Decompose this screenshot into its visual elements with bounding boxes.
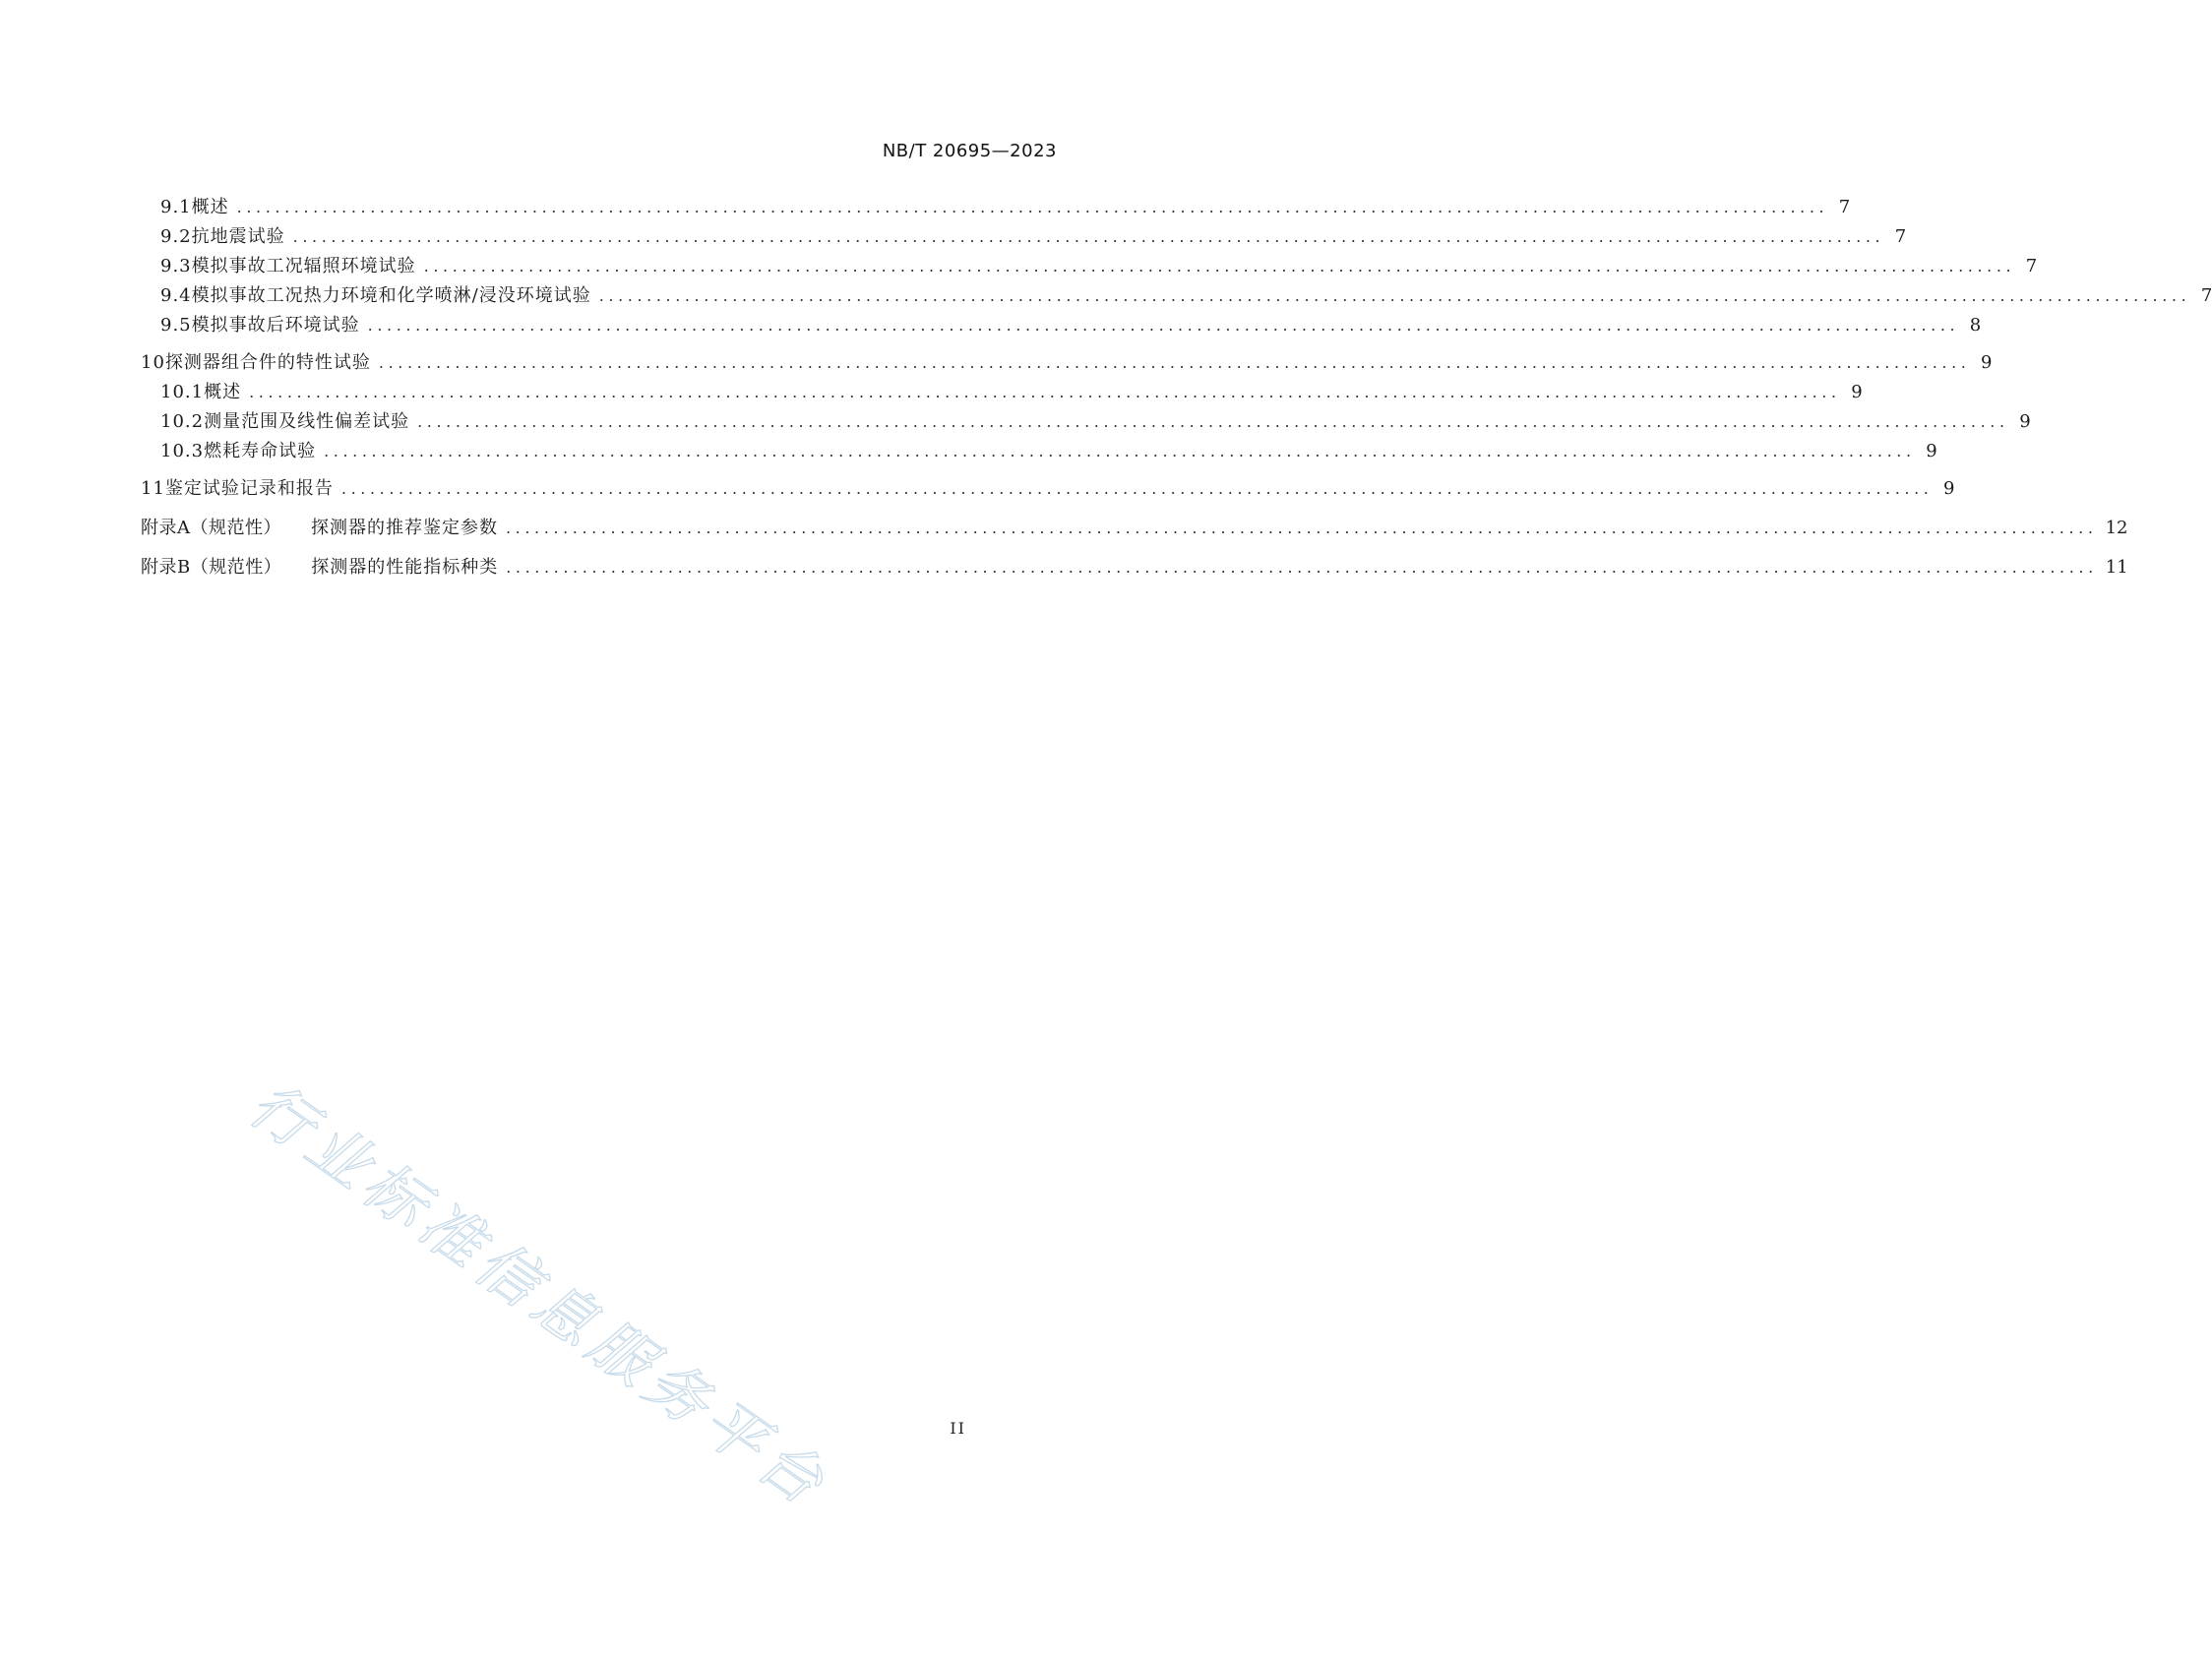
toc-entry-10-1[interactable] (141, 378, 1863, 407)
toc-entry-9-3[interactable] (141, 252, 2038, 281)
toc-entry-9-2[interactable] (141, 222, 1907, 252)
toc-entry-page: 9 (1851, 382, 1863, 402)
toc-entry-page: 9 (1981, 352, 1993, 373)
toc-dot-leader: ....................................................................................................................................................................... (340, 479, 1934, 498)
toc-dot-leader: ....................................................................................................................................................................... (367, 316, 1960, 335)
toc-entry-page: 11 (2105, 557, 2128, 578)
toc-entry-label: 抗地震试验 (191, 226, 285, 247)
toc-entry-label: 概述 (191, 197, 229, 217)
toc-dot-leader: ....................................................................................................................................................................... (506, 558, 2098, 577)
toc-entry-label: 探测器组合件的特性试验 (164, 352, 371, 373)
toc-dot-leader: ....................................................................................................................................................................... (324, 442, 1916, 460)
toc-appendix-label: 附录B（规范性） (141, 557, 282, 578)
toc-entry-label: 模拟事故工况热力环境和化学喷淋/浸没环境试验 (191, 285, 591, 306)
toc-appendix-title: 探测器的性能指标种类 (311, 557, 499, 578)
toc-entry-10[interactable] (141, 348, 1993, 378)
toc-entry-11[interactable] (141, 474, 1955, 504)
toc-entry-label: 测量范围及线性偏差试验 (204, 411, 410, 432)
toc-entry-9-1[interactable] (141, 193, 1851, 222)
toc-entry-appendix-a[interactable] (141, 514, 2128, 543)
toc-entry-number: 9.5 (160, 315, 192, 336)
toc-entry-label: 鉴定试验记录和报告 (164, 478, 334, 499)
header-standard-code: NB/T 20695—2023 (882, 141, 1057, 161)
toc-entry-page: 12 (2105, 518, 2128, 538)
toc-entry-number: 9.4 (160, 285, 192, 306)
toc-dot-leader: ....................................................................................................................................................................... (417, 412, 2009, 431)
toc-entry-9-5[interactable] (141, 311, 1982, 340)
toc-appendix-title: 探测器的推荐鉴定参数 (311, 518, 498, 538)
toc-dot-leader: ....................................................................................................................................................................... (249, 383, 1841, 401)
toc-entry-number: 11 (141, 478, 165, 499)
watermark-text: 行业标准信息服务平台 (236, 1068, 842, 1522)
toc-entry-label: 燃耗寿命试验 (204, 441, 317, 461)
toc-entry-label: 模拟事故后环境试验 (191, 315, 360, 336)
toc-entry-9-4[interactable] (141, 281, 2212, 311)
toc-entry-page: 8 (1969, 315, 1982, 336)
toc-entry-number: 9.3 (160, 256, 192, 276)
toc-entry-number: 10.1 (160, 382, 205, 402)
table-of-contents (141, 193, 2212, 583)
toc-entry-number: 10 (141, 352, 165, 373)
toc-dot-leader: ....................................................................................................................................................................... (598, 286, 2191, 305)
toc-entry-page: 9 (1943, 478, 1955, 499)
toc-entry-number: 10.2 (160, 411, 205, 432)
toc-dot-leader: ....................................................................................................................................................................... (506, 519, 2098, 537)
toc-entry-label: 概述 (204, 382, 242, 402)
toc-entry-page: 7 (1838, 197, 1851, 217)
toc-entry-page: 7 (2025, 256, 2038, 276)
toc-entry-appendix-b[interactable] (141, 553, 2128, 583)
toc-dot-leader: ....................................................................................................................................................................... (236, 198, 1829, 216)
toc-entry-10-2[interactable] (141, 407, 2031, 437)
toc-entry-number: 9.1 (160, 197, 192, 217)
toc-entry-page: 7 (2200, 285, 2212, 306)
toc-entry-number: 10.3 (160, 441, 205, 461)
toc-appendix-label: 附录A（规范性） (141, 518, 281, 538)
toc-entry-page: 9 (2019, 411, 2031, 432)
toc-dot-leader: ....................................................................................................................................................................... (423, 257, 2016, 276)
toc-entry-page: 9 (1926, 441, 1937, 461)
toc-dot-leader: ....................................................................................................................................................................... (292, 227, 1885, 246)
toc-entry-10-3[interactable] (141, 437, 1937, 466)
toc-entry-page: 7 (1894, 226, 1907, 247)
toc-dot-leader: ....................................................................................................................................................................... (378, 353, 1971, 372)
footer-page-number: II (950, 1419, 966, 1438)
toc-entry-label: 模拟事故工况辐照环境试验 (191, 256, 416, 276)
toc-entry-number: 9.2 (160, 226, 192, 247)
